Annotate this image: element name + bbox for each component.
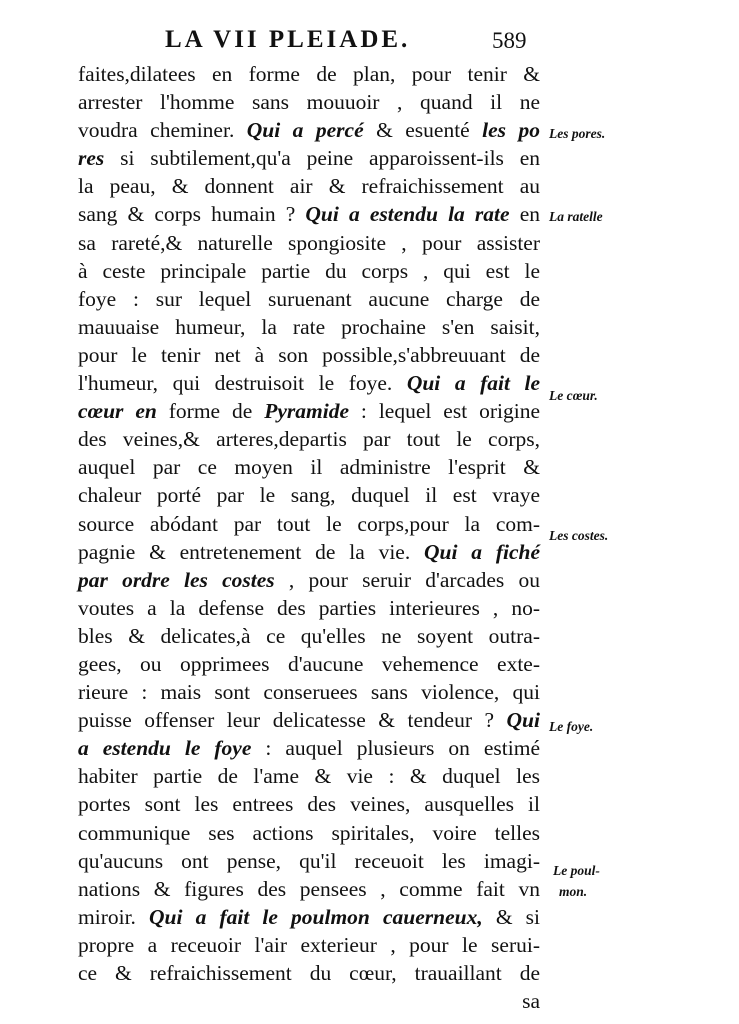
text-segment: voudra cheminer. [78, 118, 247, 143]
text-segment: & esuenté [363, 118, 483, 143]
text-segment: , pour seruir d'arcades ou [274, 567, 541, 592]
text-segment: & si [482, 904, 540, 929]
text-segment: puisse offenser leur delicatesse & tendeur ? [78, 708, 507, 733]
text-segment: gees, ou opprimees d'aucune vehemence exte- [78, 651, 540, 676]
italic-segment: Qui a percé [246, 118, 364, 143]
text-line [78, 594, 540, 622]
margin-note-ratelle: La ratelle [549, 209, 603, 224]
running-title: LA VII PLEIADE. [165, 26, 411, 53]
text-segment: faites,dilatees en forme de plan, pour tenir & [78, 62, 540, 86]
text-segment: chaleur porté par le sang, duquel il est vraye [78, 483, 540, 508]
margin-note-pores: Les pores. [549, 126, 606, 141]
text-segment: l'humeur, qui destruisoit le foye. [78, 371, 407, 396]
text-segment: la peau, & donnent air & refraichissement au [78, 174, 540, 199]
text-line [78, 341, 540, 369]
catchword: sa [522, 989, 540, 1014]
page-number: 589 [492, 28, 527, 53]
italic-segment: a estendu le foye [78, 736, 252, 761]
text-segment: : auquel plusieurs on estimé [251, 736, 540, 761]
text-line [78, 734, 540, 762]
margin-notes [547, 0, 737, 1024]
text-line [78, 285, 540, 313]
text-segment: sang & corps humain ? [78, 202, 306, 227]
text-segment: auquel par ce moyen il administre l'esprit & [78, 455, 540, 480]
text-segment: forme de [156, 399, 265, 424]
text-line [78, 790, 540, 818]
margin-note-coeur: Le cœur. [549, 388, 598, 403]
margin-note-costes: Les costes. [549, 528, 609, 543]
text-segment: arrester l'homme sans mouuoir , quand il ne [78, 90, 540, 115]
text-line [78, 453, 540, 481]
text-line [78, 510, 540, 538]
italic-segment: les po [482, 118, 540, 143]
text-line [78, 847, 540, 875]
text-line [78, 369, 540, 397]
text-line [78, 172, 540, 200]
text-line [78, 650, 540, 678]
text-segment: des veines,& arteres,departis par tout le corps, [78, 427, 540, 452]
italic-segment: Qui a fait le poulmon cauerneux, [149, 904, 483, 929]
text-segment: : lequel est origine [349, 399, 540, 424]
text-line [78, 397, 540, 425]
text-line [78, 538, 540, 566]
text-line [78, 762, 540, 790]
text-line [78, 706, 540, 734]
text-segment: portes sont les entrees des veines, ausquelles il [78, 792, 540, 817]
text-line [78, 903, 540, 931]
text-segment: à ceste principale partie du corps , qui est le [78, 258, 540, 283]
text-segment: habiter partie de l'ame & vie : & duquel les [78, 764, 540, 789]
margin-note-foye: Le foye. [549, 719, 594, 734]
text-line [78, 875, 540, 903]
text-line [78, 88, 540, 116]
text-segment: ce & refraichissement du cœur, trauaillant de [78, 961, 540, 985]
text-segment: pagnie & entretenement de la vie. [78, 539, 425, 564]
text-line [78, 566, 540, 594]
margin-note-poulmon-cont: mon. [559, 884, 588, 899]
text-line [78, 116, 540, 144]
text-segment: source abódant par tout le corps,pour la com- [78, 511, 540, 536]
text-segment: mauuaise humeur, la rate prochaine s'en saisit, [78, 314, 540, 339]
margin-note-poulmon: Le poul- [553, 863, 600, 878]
text-line [78, 229, 540, 257]
text-line [78, 313, 540, 341]
text-segment: rieure : mais sont conseruees sans violence, qui [78, 680, 540, 705]
text-segment: miroir. [78, 904, 150, 929]
italic-segment: Pyramide [264, 399, 350, 424]
text-segment: pour le tenir net à son possible,s'abbreuuant de [78, 342, 540, 367]
italic-segment: Qui [506, 708, 540, 733]
text-segment: voutes a la defense des parties interieures , no- [78, 595, 540, 620]
italic-segment: Qui a fiché [424, 539, 541, 564]
text-segment: qu'aucuns ont pense, qu'il receuoit les imagi- [78, 848, 540, 873]
italic-segment: cœur en [78, 399, 157, 424]
text-segment: communique ses actions spiritales, voire telles [78, 820, 540, 845]
text-line [78, 257, 540, 285]
text-line [78, 144, 540, 172]
text-segment: propre a receuoir l'air exterieur , pour le serui- [78, 932, 540, 957]
text-line [78, 622, 540, 650]
text-segment: bles & delicates,à ce qu'elles ne soyent outra- [78, 623, 540, 648]
text-line [78, 481, 540, 509]
text-segment: si subtilement,qu'a peine apparoissent-ils en [104, 146, 540, 171]
text-line [78, 200, 540, 228]
text-segment: en [509, 202, 541, 227]
italic-segment: par ordre les costes [78, 567, 275, 592]
italic-segment: Qui a estendu la rate [305, 202, 510, 227]
text-line [78, 959, 540, 987]
text-segment: nations & figures des pensees , comme fait vn [78, 876, 540, 901]
text-segment: foye : sur lequel suruenant aucune charge de [78, 286, 540, 311]
body-text [78, 60, 540, 1015]
text-line [78, 678, 540, 706]
text-segment: sa rareté,& naturelle spongiosite , pour assister [78, 230, 540, 255]
text-line [78, 931, 540, 959]
text-line [78, 425, 540, 453]
italic-segment: res [78, 146, 105, 171]
text-line [78, 819, 540, 847]
italic-segment: Qui a fait le [406, 371, 540, 396]
text-line [78, 60, 540, 88]
